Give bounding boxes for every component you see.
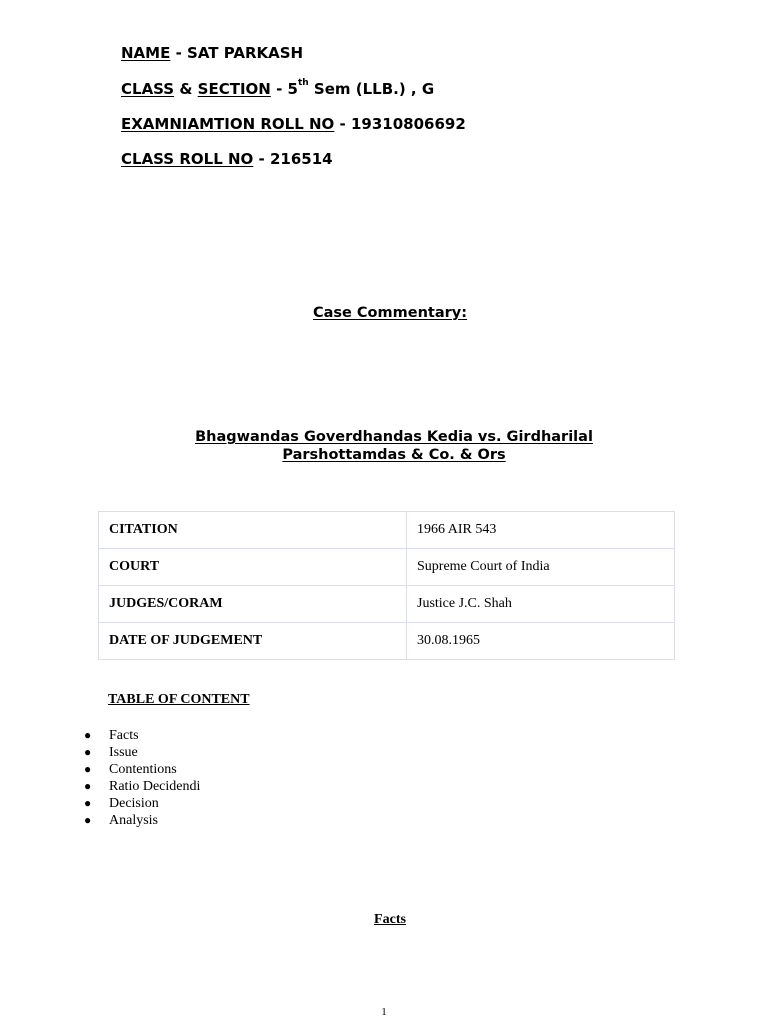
case-title-line-2: Parshottamdas & Co. & Ors [282,447,506,463]
section-label: SECTION [197,80,271,98]
case-title [0,428,768,464]
list-item: ● Contentions [84,762,177,777]
class-roll-line [121,150,333,168]
bullet-icon: ● [84,745,92,759]
class-roll-label: CLASS ROLL NO [121,150,254,168]
name-value: - SAT PARKASH [175,44,304,62]
toc-list [0,727,200,829]
exam-roll-label: EXAMNIAMTION ROLL NO [121,115,335,133]
list-item: ● Decision [84,796,159,811]
bullet-icon: ● [84,779,92,793]
class-roll-value: - 216514 [258,150,333,168]
facts-heading: Facts [374,912,406,927]
student-name-line [121,44,303,62]
ampersand: & [179,80,193,98]
judges-value: Justice J.C. Shah [407,586,675,623]
bullet-icon: ● [84,796,92,810]
name-label: NAME [121,44,171,62]
citation-key: CITATION [99,512,407,549]
class-value-superscript: th [297,78,309,88]
bullet-icon: ● [84,762,92,776]
table-row [99,549,675,586]
case-title-line-1: Bhagwandas Goverdhandas Kedia vs. Girdharilal [195,429,593,445]
class-label: CLASS [121,80,175,98]
class-value: - 5th Sem (LLB.) , G [276,78,435,98]
table-row [99,512,675,549]
page-number: 1 [381,1006,387,1018]
list-item: ● Analysis [84,813,158,828]
list-item: ● Facts [84,728,139,743]
table-row [99,586,675,623]
date-key: DATE OF JUDGEMENT [99,623,407,660]
commentary-colon: : [461,305,468,321]
court-value: Supreme Court of India [407,549,675,586]
bullet-icon: ● [84,813,92,827]
citation-value: 1966 AIR 543 [407,512,675,549]
list-item: ● Ratio Decidendi [84,779,201,794]
toc-heading: TABLE OF CONTENT [108,692,250,707]
case-commentary-heading [0,305,768,321]
court-key: COURT [99,549,407,586]
list-item: ● Issue [84,745,138,760]
commentary-label: Case Commentary [312,305,462,321]
table-row [99,623,675,660]
class-section-line [121,80,434,98]
case-info-table [98,511,675,660]
exam-roll-line [121,115,466,133]
exam-roll-value: - 19310806692 [339,115,466,133]
bullet-icon: ● [84,728,92,742]
judges-key: JUDGES/CORAM [99,586,407,623]
date-value: 30.08.1965 [407,623,675,660]
